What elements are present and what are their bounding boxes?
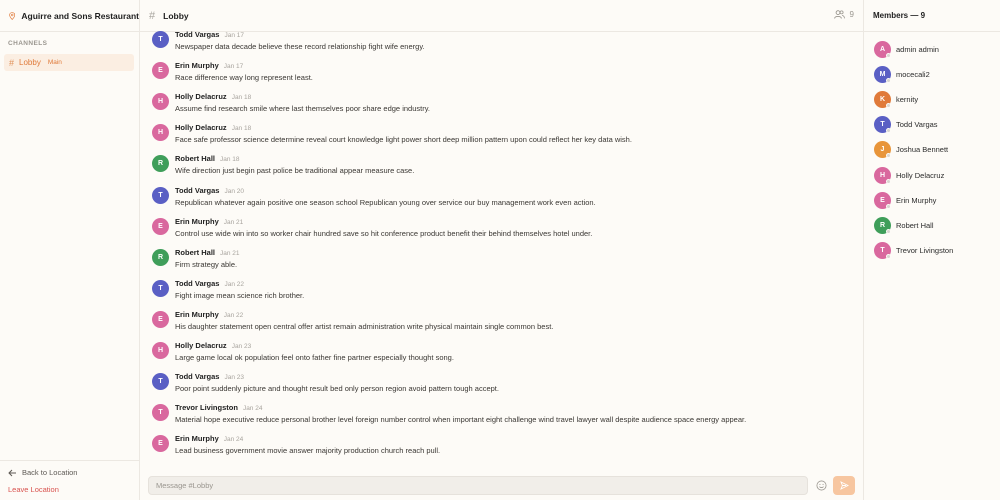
message-date: Jan 21	[220, 249, 240, 257]
message-item	[152, 432, 852, 460]
message-text: Race difference way long represent least.	[175, 73, 313, 83]
author-name: Holly Delacruz	[175, 341, 227, 350]
message-author[interactable]	[175, 123, 251, 132]
message-author[interactable]	[175, 248, 240, 257]
send-button[interactable]	[833, 476, 855, 495]
message-author[interactable]	[175, 217, 243, 226]
map-pin-icon	[9, 9, 15, 23]
left-sidebar	[0, 0, 140, 500]
member-name: Holly Delacruz	[896, 170, 945, 180]
channels-heading: CHANNELS	[8, 40, 48, 47]
channel-tag: Main	[47, 59, 62, 66]
users-icon	[834, 10, 845, 19]
presence-dot	[886, 128, 891, 133]
message-author[interactable]	[175, 279, 244, 288]
message-input[interactable]	[148, 476, 808, 495]
message-author[interactable]	[175, 372, 244, 381]
chat-main	[140, 0, 863, 500]
message-list	[140, 28, 863, 468]
message-author[interactable]	[175, 186, 244, 195]
member-item[interactable]	[874, 116, 938, 133]
message-item	[152, 90, 852, 118]
message-date: Jan 17	[223, 63, 244, 71]
author-name: Todd Vargas	[175, 185, 220, 195]
venue-name: Aguirre and Sons Restaurant	[21, 10, 139, 21]
back-label: Back to Location	[22, 468, 78, 477]
author-name: Trevor Livingston	[175, 403, 238, 413]
member-item[interactable]	[874, 167, 944, 184]
member-name: admin admin	[896, 45, 939, 54]
message-composer	[148, 476, 864, 496]
message-item	[152, 215, 852, 243]
avatar: T	[874, 116, 891, 133]
message-text: Material hope executive reduce personal brother level foreign number control when important eight challenge wind travel lawyer wall despite audience space energy appear.	[175, 415, 747, 425]
avatar[interactable]: H	[152, 342, 169, 359]
channel-name: Lobby	[19, 58, 41, 67]
message-item	[152, 28, 852, 56]
message-item	[152, 121, 852, 149]
member-name: mocecali2	[896, 70, 930, 80]
author-name: Todd Vargas	[175, 278, 220, 288]
avatar: E	[874, 192, 891, 209]
message-item	[152, 152, 852, 180]
message-date: Jan 21	[223, 218, 244, 226]
message-text: Large game local ok population feel onto father fine partner especially thought song.	[175, 353, 454, 362]
leave-location-link[interactable]: Leave Location	[8, 485, 59, 494]
members-heading: Members — 9	[864, 0, 1000, 32]
message-date: Jan 18	[231, 94, 252, 102]
message-text: Wife direction just begin past police be traditional appear measure case.	[175, 166, 415, 176]
avatar[interactable]: T	[152, 404, 169, 421]
message-item	[152, 59, 852, 87]
avatar[interactable]: E	[152, 62, 169, 79]
message-date: Jan 23	[231, 343, 252, 350]
member-item[interactable]	[874, 41, 939, 58]
message-author[interactable]	[175, 341, 251, 350]
member-name: Robert Hall	[896, 220, 934, 230]
message-author[interactable]	[175, 403, 262, 412]
author-name: Erin Murphy	[175, 434, 219, 444]
message-item	[152, 184, 852, 212]
message-date: Jan 18	[231, 125, 252, 133]
author-name: Erin Murphy	[175, 61, 219, 71]
member-item[interactable]	[874, 91, 918, 108]
message-date: Jan 17	[224, 32, 244, 39]
message-text: Face safe professor science determine reveal court knowledge light power short deep million pattern upon could reflect her key data wish.	[175, 135, 632, 145]
message-date: Jan 18	[220, 156, 240, 164]
message-text: Republican whatever again positive one season school Republican young over service our buy management work even action.	[175, 197, 596, 207]
avatar[interactable]: R	[152, 155, 169, 172]
author-name: Holly Delacruz	[175, 123, 227, 133]
avatar[interactable]: H	[152, 124, 169, 141]
message-date: Jan 20	[224, 187, 244, 195]
avatar[interactable]: H	[152, 93, 169, 110]
hash-icon: #	[9, 57, 15, 68]
presence-dot	[886, 229, 891, 234]
avatar: M	[874, 66, 891, 83]
avatar[interactable]: T	[152, 373, 169, 390]
author-name: Erin Murphy	[175, 216, 219, 226]
hash-icon: #	[149, 9, 156, 22]
member-item[interactable]	[874, 242, 953, 259]
message-author[interactable]	[175, 30, 244, 39]
back-to-location-link[interactable]	[8, 468, 77, 477]
presence-dot	[886, 254, 891, 259]
message-text: Lead business government movie answer majority production church reach pull.	[175, 446, 441, 456]
member-item[interactable]	[874, 217, 934, 234]
author-name: Erin Murphy	[175, 309, 219, 319]
channel-item-lobby[interactable]	[4, 54, 134, 71]
avatar[interactable]: T	[152, 280, 169, 297]
sidebar-footer	[0, 460, 139, 500]
avatar: K	[874, 91, 891, 108]
author-name: Holly Delacruz	[175, 92, 227, 102]
avatar: T	[874, 242, 891, 259]
member-name: Trevor Livingston	[896, 245, 954, 255]
message-text: Poor point suddenly picture and thought result bed only person region avoid pattern tough accept.	[175, 384, 499, 394]
avatar[interactable]: R	[152, 249, 169, 266]
send-icon	[840, 481, 849, 490]
avatar[interactable]: T	[152, 31, 169, 48]
presence-dot	[886, 179, 891, 184]
message-item	[152, 308, 852, 336]
message-date: Jan 24	[223, 436, 244, 444]
member-item[interactable]	[874, 141, 948, 158]
message-date: Jan 23	[224, 374, 244, 382]
avatar[interactable]: T	[152, 187, 169, 204]
arrow-left-icon	[8, 469, 17, 477]
author-name: Todd Vargas	[175, 372, 220, 382]
message-author[interactable]	[175, 92, 251, 101]
message-author[interactable]	[175, 310, 243, 319]
member-item[interactable]	[874, 192, 936, 209]
venue-header	[0, 0, 139, 32]
author-name: Robert Hall	[175, 247, 216, 257]
avatar[interactable]: E	[152, 218, 169, 235]
channel-title: Lobby	[163, 10, 189, 21]
message-item	[152, 277, 852, 305]
presence-dot	[886, 204, 891, 209]
message-text: Fight image mean science rich brother.	[175, 290, 305, 300]
author-name: Todd Vargas	[175, 30, 220, 39]
member-count: 9	[849, 10, 854, 19]
member-name: Joshua Bennett	[896, 145, 949, 155]
presence-dot	[886, 53, 891, 58]
member-name: Todd Vargas	[896, 120, 938, 130]
avatar[interactable]: E	[152, 311, 169, 328]
avatar: A	[874, 41, 891, 58]
message-text: Newspaper data decade believe these record relationship fight wife energy.	[175, 42, 425, 51]
message-author[interactable]	[175, 434, 243, 443]
message-item	[152, 401, 852, 429]
presence-dot	[886, 103, 891, 108]
smiley-icon[interactable]	[816, 480, 827, 491]
message-date: Jan 22	[224, 280, 244, 288]
author-name: Robert Hall	[175, 154, 216, 164]
members-panel	[863, 0, 1000, 500]
message-author[interactable]	[175, 154, 240, 163]
member-count-button[interactable]	[834, 10, 854, 19]
member-item[interactable]	[874, 66, 930, 83]
message-date: Jan 22	[223, 311, 244, 319]
avatar: H	[874, 167, 891, 184]
message-text: Assume find research smile where last themselves poor share edge industry.	[175, 104, 430, 114]
avatar[interactable]: E	[152, 435, 169, 452]
message-date: Jan 24	[242, 405, 263, 413]
message-item	[152, 339, 852, 367]
message-item	[152, 370, 852, 398]
message-item	[152, 246, 852, 274]
member-name: kernity	[896, 95, 919, 105]
message-text: Firm strategy able.	[175, 259, 238, 269]
message-text: His daughter statement open central offer artist remain administration write physical maintain single common best.	[175, 321, 554, 331]
avatar: J	[874, 141, 891, 158]
presence-dot	[886, 78, 891, 83]
avatar: R	[874, 217, 891, 234]
message-author[interactable]	[175, 61, 243, 70]
presence-dot	[886, 153, 891, 158]
message-text: Control use wide win into so worker chair hundred save so hit conference product benefit their behind themselves hotel under.	[175, 228, 593, 238]
member-name: Erin Murphy	[896, 195, 937, 205]
